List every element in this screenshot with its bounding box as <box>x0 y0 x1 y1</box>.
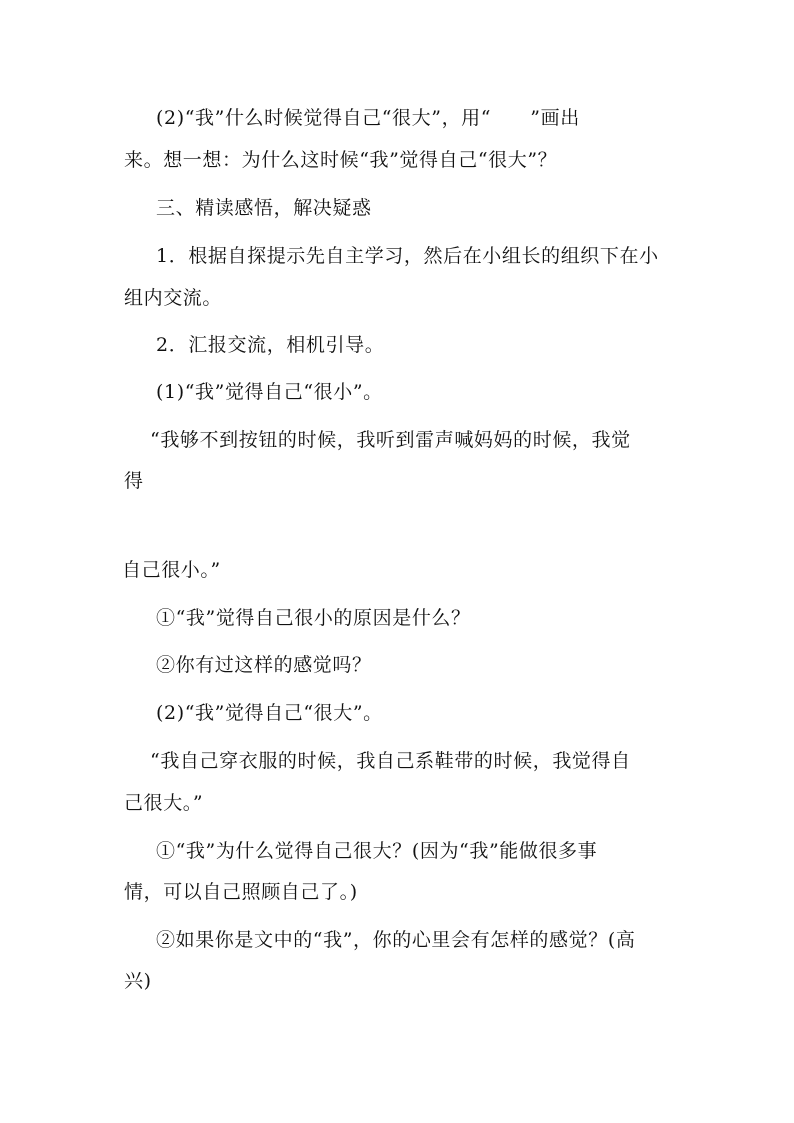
quote-line-3: 自己很小。” <box>122 559 221 581</box>
quote-line-4: “我自己穿衣服的时候，我自己系鞋带的时候，我觉得自 <box>150 750 631 772</box>
quote-line-1: “我够不到按钮的时候，我听到雷声喊妈妈的时候，我觉 <box>150 429 631 451</box>
paragraph-line-7: (1)“我”觉得自己“很小”。 <box>156 381 383 403</box>
paragraph-line-4: 1．根据自探提示先自主学习，然后在小组长的组织下在小 <box>156 245 659 267</box>
section-heading: 三、精读感悟，解决疑惑 <box>156 197 372 219</box>
question-line-4: 情，可以自己照顾自己了。) <box>124 881 358 903</box>
question-line-5: ②如果你是文中的“我”，你的心里会有怎样的感觉？(高 <box>156 929 636 951</box>
quote-line-2: 得 <box>124 470 144 492</box>
paragraph-line-1: (2)“我”什么时候觉得自己“很大”，用“ ”画出 <box>156 107 580 129</box>
paragraph-line-2: 来。想一想：为什么这时候“我”觉得自己“很大”？ <box>124 149 558 171</box>
paragraph-line-5: 组内交流。 <box>124 287 223 309</box>
paragraph-line-13: (2)“我”觉得自己“很大”。 <box>156 702 383 724</box>
question-line-2: ②你有过这样的感觉吗？ <box>156 654 372 676</box>
question-line-1: ①“我”觉得自己很小的原因是什么？ <box>156 607 471 629</box>
quote-line-5: 己很大。” <box>124 792 204 814</box>
question-line-3: ①“我”为什么觉得自己很大？(因为“我”能做很多事 <box>156 840 598 862</box>
paragraph-line-6: 2．汇报交流，相机引导。 <box>156 334 385 356</box>
question-line-6: 兴) <box>124 970 152 992</box>
